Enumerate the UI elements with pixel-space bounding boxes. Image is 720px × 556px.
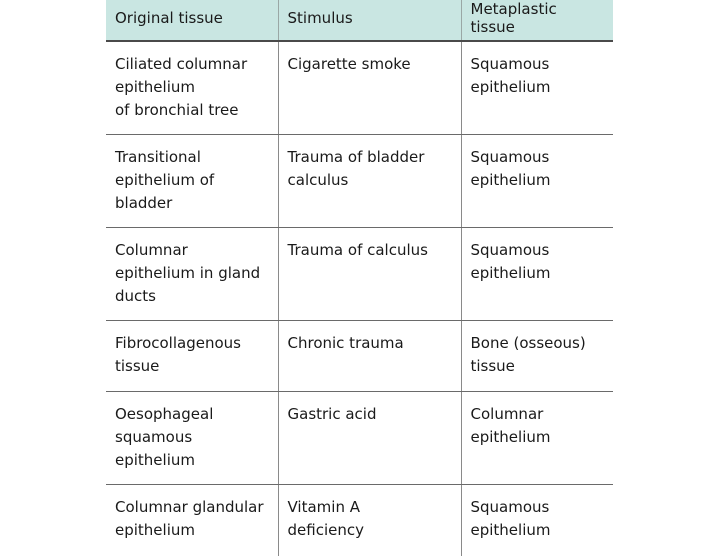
- metaplasia-table-container: [106, 0, 613, 556]
- cell-stimulus: Chronic trauma: [278, 321, 461, 392]
- cell-original-tissue: Oesophageal squamous epithelium: [106, 392, 278, 485]
- cell-metaplastic-tissue: Squamous epithelium: [461, 485, 613, 556]
- cell-original-tissue: Ciliated columnar epithelium of bronchial tree: [106, 41, 278, 135]
- cell-metaplastic-tissue: Columnar epithelium: [461, 392, 613, 485]
- table-row: [106, 321, 613, 392]
- header-metaplastic-tissue: Metaplastic tissue: [461, 0, 613, 41]
- header-original-tissue: Original tissue: [106, 0, 278, 41]
- cell-original-tissue: Columnar glandular epithelium: [106, 485, 278, 556]
- cell-stimulus: Cigarette smoke: [278, 41, 461, 135]
- cell-stimulus: Trauma of calculus: [278, 228, 461, 321]
- metaplasia-table: [106, 0, 613, 556]
- header-stimulus: Stimulus: [278, 0, 461, 41]
- cell-metaplastic-tissue: Squamous epithelium: [461, 228, 613, 321]
- cell-stimulus: Gastric acid: [278, 392, 461, 485]
- table-body: [106, 41, 613, 556]
- table-row: [106, 485, 613, 556]
- table-row: [106, 41, 613, 135]
- cell-original-tissue: Fibrocollagenous tissue: [106, 321, 278, 392]
- table-row: [106, 228, 613, 321]
- cell-metaplastic-tissue: Squamous epithelium: [461, 41, 613, 135]
- cell-metaplastic-tissue: Bone (osseous) tissue: [461, 321, 613, 392]
- cell-original-tissue: Transitional epithelium of bladder: [106, 135, 278, 228]
- cell-metaplastic-tissue: Squamous epithelium: [461, 135, 613, 228]
- table-row: [106, 392, 613, 485]
- header-row: [106, 0, 613, 41]
- cell-original-tissue: Columnar epithelium in gland ducts: [106, 228, 278, 321]
- cell-stimulus: Trauma of bladder calculus: [278, 135, 461, 228]
- table-header: [106, 0, 613, 41]
- cell-stimulus: Vitamin A deficiency: [278, 485, 461, 556]
- table-row: [106, 135, 613, 228]
